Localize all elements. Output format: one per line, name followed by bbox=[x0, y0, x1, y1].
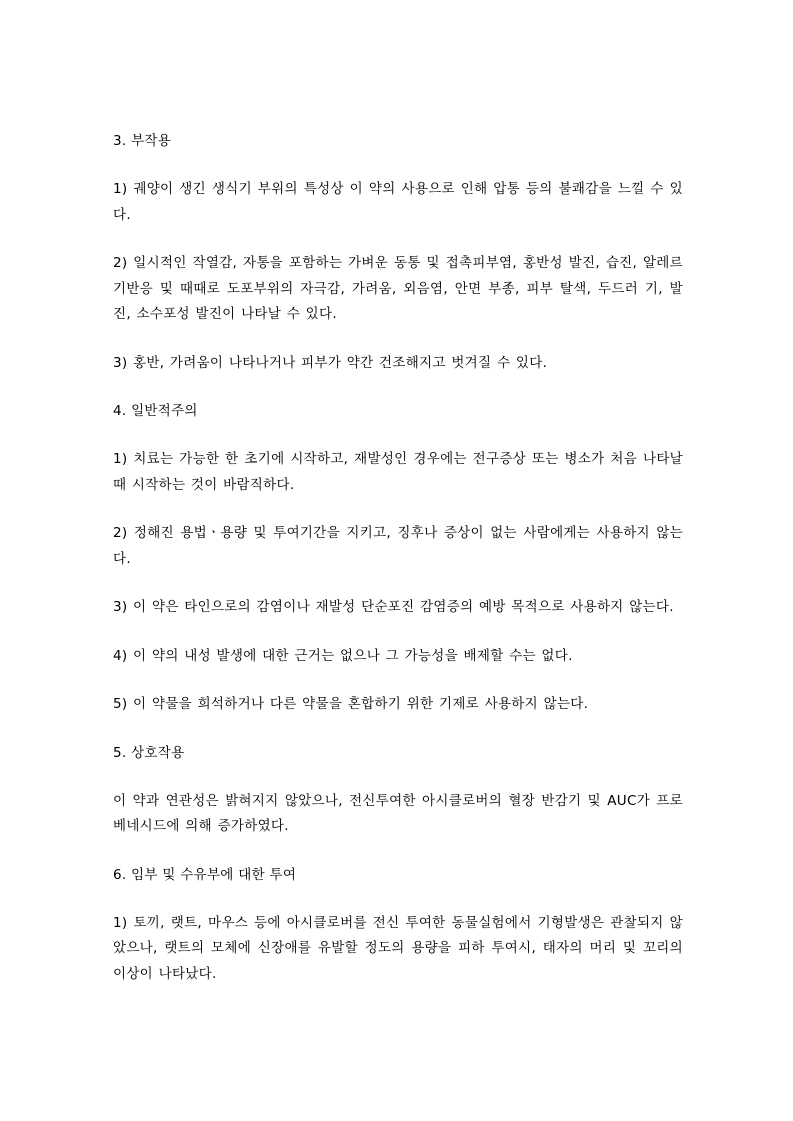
section-interactions bbox=[113, 741, 683, 840]
paragraph: 5) 이 약물을 희석하거나 다른 약물을 혼합하기 위한 기제로 사용하지 않는다. bbox=[113, 696, 589, 712]
paragraph: 1) 치료는 가능한 한 초기에 시작하고, 재발성인 경우에는 전구증상 또는 병소가 처음 나타날 때 시작하는 것이 바람직하다. bbox=[113, 451, 683, 493]
section-heading: 6. 임부 및 수유부에 대한 투여 bbox=[113, 866, 297, 883]
section-general-precautions bbox=[113, 399, 683, 718]
section-heading: 4. 일반적주의 bbox=[113, 403, 198, 419]
paragraph: 이 약과 연관성은 밝혀지지 않았으나, 전신투여한 아시클로버의 혈장 반감기 및 AUC가 프로베네시드에 의해 증가하였다. bbox=[113, 792, 683, 834]
section-pregnancy-lactation bbox=[113, 863, 683, 988]
paragraph: 2) 일시적인 작열감, 자통을 포함하는 가벼운 동통 및 접촉피부염, 홍반성 발진, 습진, 알레르기반응 및 때때로 도포부위의 자극감, 가려움, 외음염, 안면 부종, 피부 탈색, 두드러 기, 발진, 소수포성 발진이 나타날 수 있다. bbox=[113, 255, 683, 322]
section-heading: 5. 상호작용 bbox=[113, 744, 185, 761]
document-page bbox=[113, 129, 683, 1010]
paragraph: 1) 궤양이 생긴 생식기 부위의 특성상 이 약의 사용으로 인해 압통 등의 불쾌감을 느낄 수 있다. bbox=[113, 181, 683, 223]
paragraph: 2) 정해진 용법ㆍ용량 및 투여기간을 지키고, 징후나 증상이 없는 사람에게는 사용하지 않는다. bbox=[113, 525, 683, 567]
paragraph: 3) 이 약은 타인으로의 감염이나 재발성 단순포진 감염증의 예방 목적으로 사용하지 않는다. bbox=[113, 599, 674, 615]
paragraph: 1) 토끼, 랫트, 마우스 등에 아시클로버를 전신 투여한 동물실험에서 기형발생은 관찰되지 않았으나, 랫트의 모체에 신장애를 유발할 정도의 용량을 피하 투여시, 태자의 머리 및 꼬리의 이상이 나타났다. bbox=[113, 914, 683, 982]
section-heading: 3. 부작용 bbox=[113, 133, 172, 149]
paragraph: 3) 홍반, 가려움이 나타나거나 피부가 약간 건조해지고 벗겨질 수 있다. bbox=[113, 354, 548, 371]
section-adverse-reactions bbox=[113, 129, 683, 376]
paragraph: 4) 이 약의 내성 발생에 대한 근거는 없으나 그 가능성을 배제할 수는 없다. bbox=[113, 647, 573, 664]
